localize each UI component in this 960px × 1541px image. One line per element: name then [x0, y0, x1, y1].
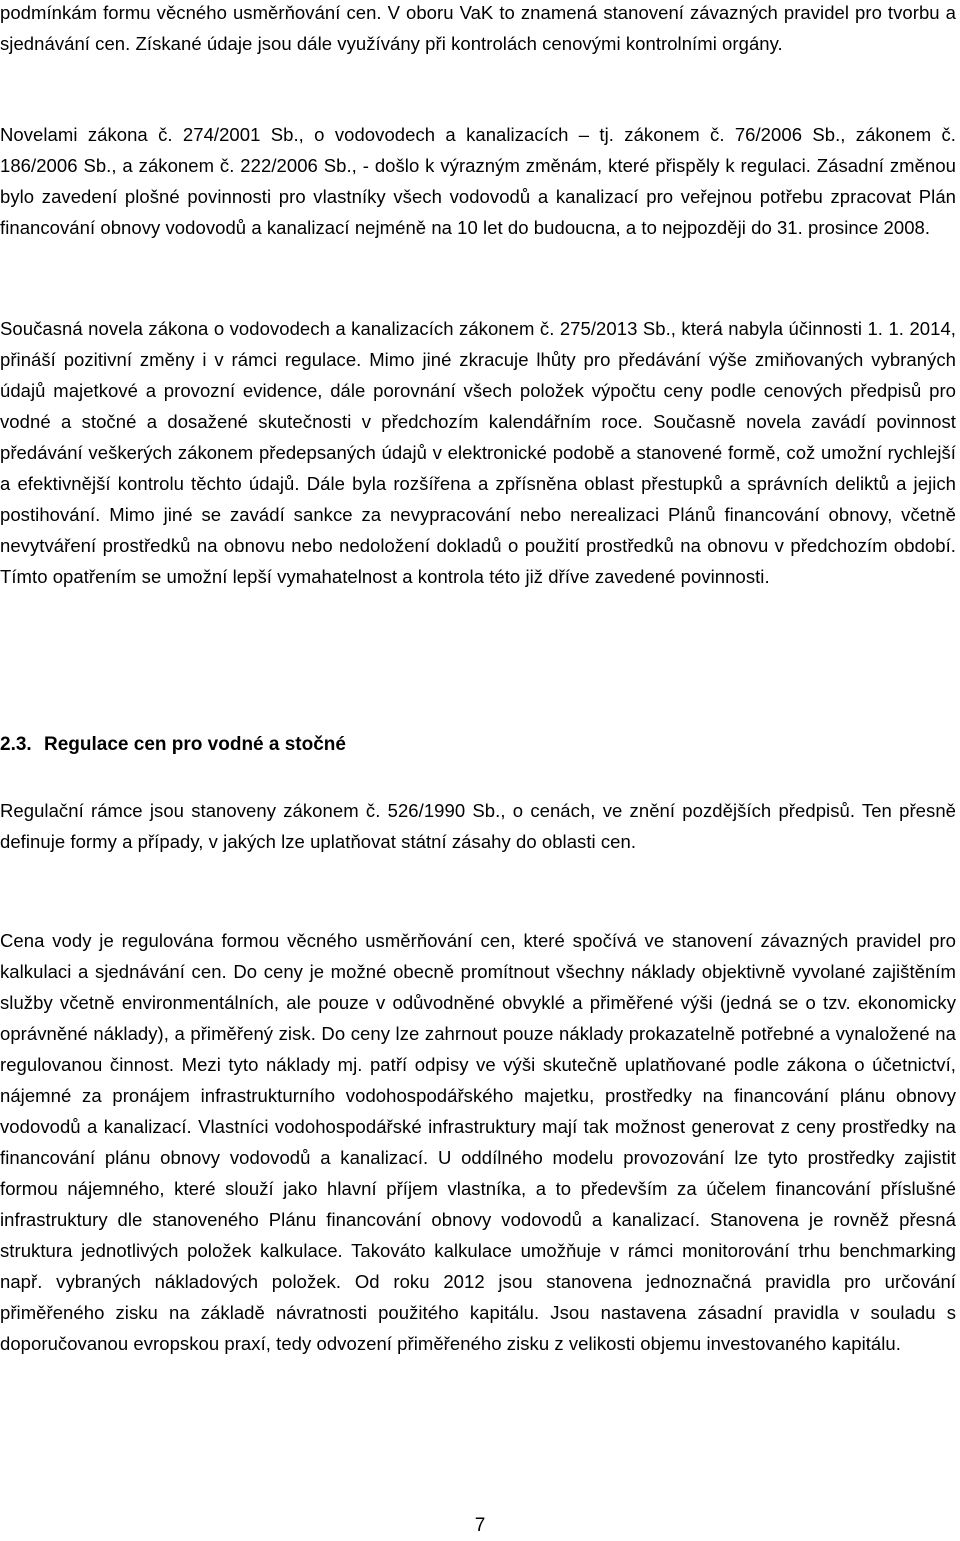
paragraph-amendments: Novelami zákona č. 274/2001 Sb., o vodovodech a kanalizacích – tj. zákonem č. 76/2006 Sb., zákonem č. 186/2006 Sb., a zákonem č. 222/2006 Sb., - došlo k výrazným změnám, které přispěly k regulaci. Zásadní změnou bylo zavedení plošné povinnosti pro vlastníky všech vodovodů a kanalizací pro veřejnou potřebu zpracovat Plán financování obnovy vodovodů a kanalizací nejméně na 10 let do budoucna, a to nejpozději do 31. prosince 2008. [0, 124, 956, 238]
paragraph-current-amendment: Současná novela zákona o vodovodech a kanalizacích zákonem č. 275/2013 Sb., která nabyla účinnosti 1. 1. 2014, přináší pozitivní změny i v rámci regulace. Mimo jiné zkracuje lhůty pro předávání výše zmiňovaných vybraných údajů majetkové a provozní evidence, dále porovnání všech položek výpočtu ceny podle cenových předpisů pro vodné a stočné a dosažené skutečnosti v předchozím kalendářním roce. Současně novela zavádí povinnost předávání veškerých zákonem předepsaných údajů v elektronické podobě a stanovené formě, což umožní rychlejší a efektivnější kontrolu těchto údajů. Dále byla rozšířena a zpřísněna oblast přestupků a správních deliktů a jejich postihování. Mimo jiné se zavádí sankce za nevypracování nebo nerealizaci Plánů financování obnovy, včetně nevytváření prostředků na obnovu nebo nedoložení dokladů o použití prostředků na obnovu v předchozím období. Tímto opatřením se umožní lepší vymahatelnost a kontrola této již dříve zavedené povinnosti. [0, 318, 956, 587]
section-heading [0, 729, 346, 760]
paragraph-intro: podmínkám formu věcného usměrňování cen. V oboru VaK to znamená stanovení závazných pravidel pro tvorbu a sjednávání cen. Získané údaje jsou dále využívány při kontrolách cenovými kontrolními orgány. [0, 2, 956, 54]
page-number: 7 [474, 1515, 486, 1536]
paragraph-regulatory-frameworks: Regulační rámce jsou stanoveny zákonem č. 526/1990 Sb., o cenách, ve znění pozdějších předpisů. Ten přesně definuje formy a případy, v jakých lze uplatňovat státní zásahy do oblasti cen. [0, 800, 956, 852]
paragraph-water-price: Cena vody je regulována formou věcného usměrňování cen, které spočívá ve stanovení závazných pravidel pro kalkulaci a sjednávání cen. Do ceny je možné obecně promítnout všechny náklady objektivně vyvolané zajištěním služby včetně environmentálních, ale pouze v odůvodněné obvyklé a přiměřené výši (jedná se o tzv. ekonomicky oprávněné náklady), a přiměřený zisk. Do ceny lze zahrnout pouze náklady prokazatelně potřebné a vynaložené na regulovanou činnost. Mezi tyto náklady mj. patří odpisy ve výši skutečně uplatňované podle zákona o účetnictví, nájemné za pronájem infrastrukturního vodohospodářského majetku, prostředky na financování plánu obnovy vodovodů a kanalizací. Vlastníci vodohospodářské infrastruktury mají tak možnost generovat z ceny prostředky na financování plánu obnovy vodovodů a kanalizací. U oddílného modelu provozování lze tyto prostředky zajistit formou nájemného, které slouží jako hlavní příjem vlastníka, a to především za účelem financování příslušné infrastruktury dle stanoveného Plánu financování obnovy vodovodů a kanalizací. Stanovena je rovněž přesná struktura jednotlivých položek kalkulace. Takováto kalkulace umožňuje v rámci monitorování trhu benchmarking např. vybraných nákladových položek. Od roku 2012 jsou stanovena jednoznačná pravidla pro určování přiměřeného zisku na základě návratnosti použitého kapitálu. Jsou nastavena zásadní pravidla v souladu s doporučovanou evropskou praxí, tedy odvození přiměřeného zisku z velikosti objemu investovaného kapitálu. [0, 930, 956, 1354]
section-number: 2.3. [0, 734, 32, 755]
section-title: Regulace cen pro vodné a stočné [44, 734, 346, 755]
